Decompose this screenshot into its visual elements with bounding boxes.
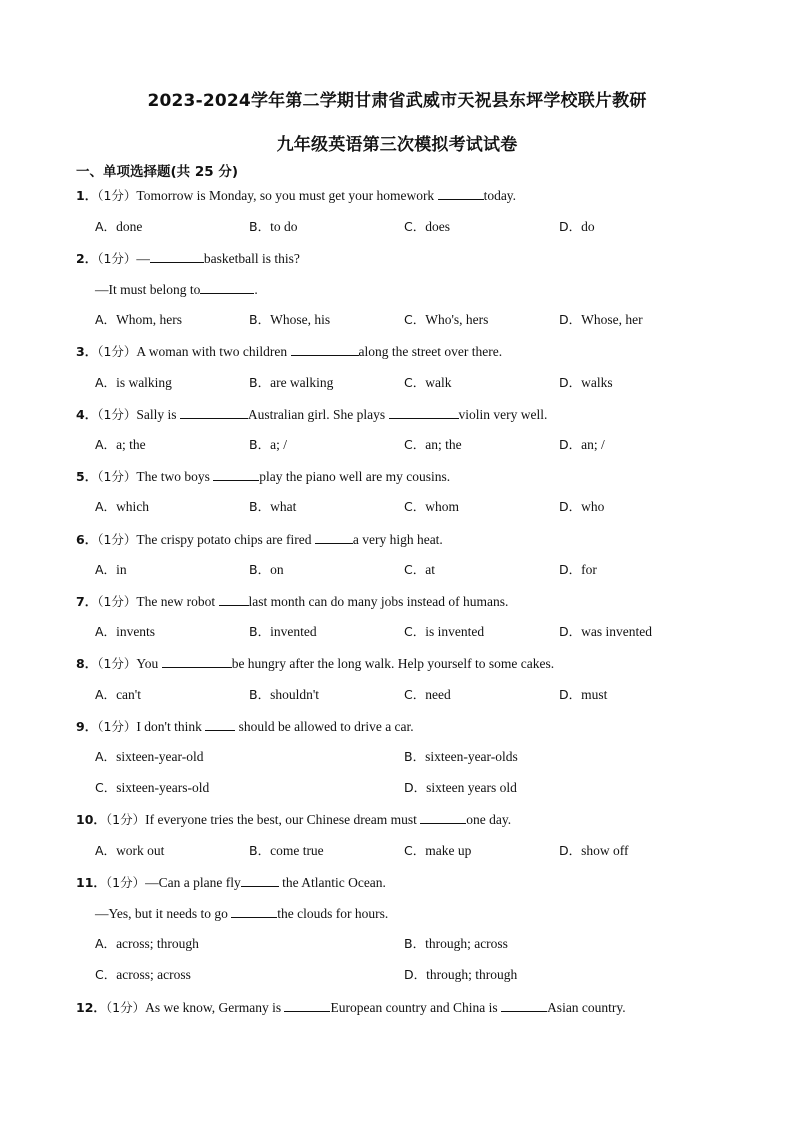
option-d: D．an; / [559,437,605,452]
answer-blank [501,998,547,1012]
exam-title-line2: 九年级英语第三次模拟考试试卷 [276,135,518,155]
answer-blank [420,810,466,824]
option-b: B．invented [249,624,317,639]
question-score: （1分） [97,251,137,266]
answer-blank [213,467,259,481]
answer-blank [231,904,277,918]
question-score: （1分） [105,1000,146,1015]
option-a: A．can't [95,687,141,702]
question-score: （1分） [97,344,137,359]
answer-blank [150,249,204,263]
question-text: the Atlantic Ocean. [278,875,386,890]
question-score: （1分） [105,875,146,890]
question-text: play the piano well are my cousins. [259,469,451,484]
option-a: A．Whom, hers [95,312,183,327]
question-12 [76,998,626,1017]
option-d: D．through; through [404,967,518,982]
question-text: violin very well. [458,407,548,422]
question-score: （1分） [97,532,137,547]
option-b: B．to do [249,219,298,234]
question-text: If everyone tries the best, our Chinese dream must [145,812,421,827]
option-d: D．who [559,499,605,514]
question-text: —Yes, but it needs to go [95,906,232,921]
answer-blank [200,280,254,294]
question-score: （1分） [97,656,137,671]
question-text: last month can do many jobs instead of humans. [248,594,509,609]
question-3 [76,342,502,361]
option-b: B．a; / [249,437,287,452]
question-text: A woman with two children [136,344,291,359]
question-text: The crispy potato chips are fired [136,532,315,547]
question-number: 11． [76,875,106,890]
option-c: C．does [404,219,450,234]
option-d: D．Whose, her [559,312,643,327]
option-b: B．Whose, his [249,312,331,327]
question-score: （1分） [97,407,137,422]
option-c: C．whom [404,499,459,514]
question-text: The new robot [136,594,219,609]
question-4 [76,405,547,424]
option-a: A．invents [95,624,156,639]
option-c: C．an; the [404,437,462,452]
question-number: 6． [76,532,98,547]
answer-blank [284,998,330,1012]
question-score: （1分） [97,719,137,734]
option-d: D．was invented [559,624,652,639]
question-text: The two boys [136,469,214,484]
question-number: 9． [76,719,98,734]
option-c: C．is invented [404,624,485,639]
answer-blank [219,592,249,606]
option-b: B．on [249,562,284,577]
question-9 [76,717,414,736]
option-d: D．show off [559,843,629,858]
question-score: （1分） [97,594,137,609]
option-c: C．make up [404,843,472,858]
option-b: B．come true [249,843,324,858]
option-b: B．through; across [404,936,508,951]
question-text: Asian country. [547,1000,626,1015]
question-score: （1分） [97,469,137,484]
option-b: B．are walking [249,375,334,390]
option-a: A．in [95,562,127,577]
question-text: one day. [466,812,512,827]
question-number: 8． [76,656,98,671]
option-a: A．a; the [95,437,146,452]
answer-blank [438,186,484,200]
question-text: basketball is this? [203,251,300,266]
question-text: should be allowed to drive a car. [235,719,414,734]
question-number: 1． [76,188,98,203]
answer-blank [162,654,232,668]
question-text: a very high heat. [352,532,443,547]
question-text: You [136,656,162,671]
answer-blank [291,342,359,356]
question-text: —Can a plane fly [145,875,241,890]
option-d: D．for [559,562,597,577]
answer-blank [241,873,279,887]
option-c: C．Who's, hers [404,312,489,327]
answer-blank [389,405,459,419]
option-a: A．sixteen-year-old [95,749,204,764]
question-text: I don't think [136,719,206,734]
question-8 [76,654,554,673]
question-5 [76,467,450,486]
question-text: — [136,251,150,266]
option-d: D．do [559,219,595,234]
answer-blank [205,717,235,731]
question-score: （1分） [97,188,137,203]
question-2 [76,249,300,268]
option-c: C．sixteen-years-old [95,780,210,795]
question-text: the clouds for hours. [277,906,389,921]
option-b: B．shouldn't [249,687,320,702]
question-text: today. [483,188,517,203]
question-number: 12． [76,1000,106,1015]
question-text: —It must belong to [95,282,201,297]
question-score: （1分） [105,812,146,827]
question-number: 3． [76,344,98,359]
question-7 [76,592,508,611]
option-a: A．done [95,219,143,234]
option-c: C．at [404,562,435,577]
question-10 [76,810,511,829]
question-text: . [254,282,258,297]
question-text: along the street over there. [358,344,503,359]
question-number: 7． [76,594,98,609]
question-number: 10． [76,812,106,827]
question-11 [76,873,386,892]
question-2-line2 [95,280,258,299]
question-number: 4． [76,407,98,422]
section-title: 一、单项选择题(共 25 分) [76,164,239,180]
option-b: B．what [249,499,297,514]
question-number: 5． [76,469,98,484]
option-d: D．walks [559,375,613,390]
question-text: European country and China is [330,1000,502,1015]
question-11-line2 [95,904,388,923]
answer-blank [180,405,248,419]
option-a: A．across; through [95,936,199,951]
answer-blank [315,530,353,544]
question-text: Australian girl. She plays [247,407,389,422]
option-b: B．sixteen-year-olds [404,749,518,764]
exam-title-line1: 2023-2024学年第二学期甘肃省武威市天祝县东坪学校联片教研 [147,91,647,111]
option-c: C．walk [404,375,452,390]
option-d: D．must [559,687,608,702]
question-text: be hungry after the long walk. Help yourself to some cakes. [231,656,555,671]
option-a: A．which [95,499,150,514]
question-text: Sally is [136,407,180,422]
question-text: As we know, Germany is [145,1000,285,1015]
option-a: A．work out [95,843,165,858]
question-number: 2． [76,251,98,266]
option-a: A．is walking [95,375,172,390]
option-d: D．sixteen years old [404,780,517,795]
question-6 [76,530,443,549]
option-c: C．need [404,687,451,702]
question-1 [76,186,516,205]
option-c: C．across; across [95,967,191,982]
question-text: Tomorrow is Monday, so you must get your homework [136,188,438,203]
